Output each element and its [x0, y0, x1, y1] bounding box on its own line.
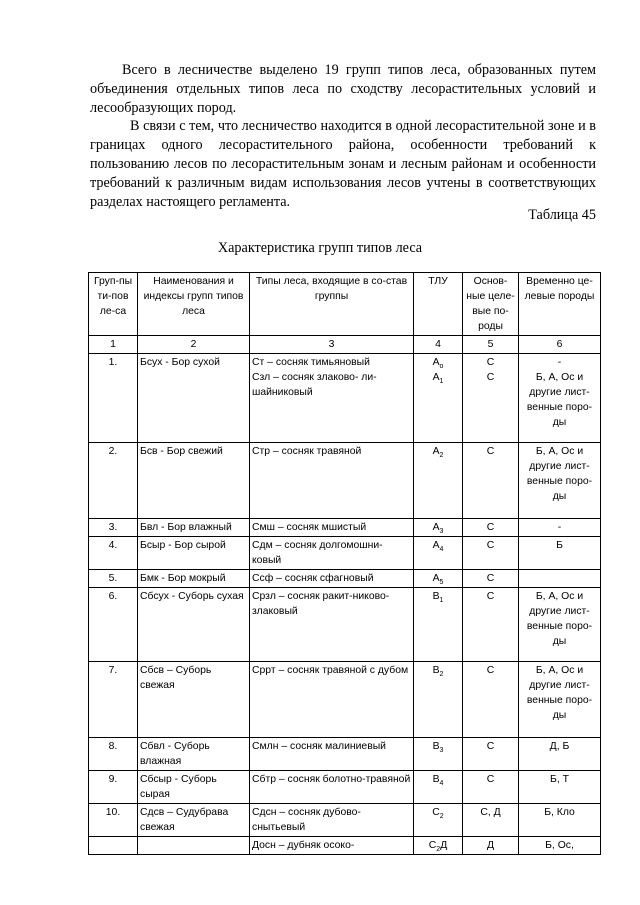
- group-number: 5.: [89, 570, 138, 588]
- forest-types: Ссф – сосняк сфагновый: [250, 570, 414, 588]
- column-number-row: [89, 336, 601, 354]
- col-number: 6: [519, 336, 601, 354]
- tlu-cell: $В_4$: [414, 771, 463, 804]
- table-row: [89, 570, 601, 588]
- col-number: 3: [250, 336, 414, 354]
- main-species: С: [463, 771, 519, 804]
- table-title: Характеристика групп типов леса: [217, 240, 423, 256]
- tlu-cell: $А_2$: [414, 443, 463, 519]
- group-number: 3.: [89, 519, 138, 537]
- header-cell: Типы леса, входящие в со-став группы: [250, 273, 414, 336]
- main-species: С С: [463, 354, 519, 443]
- tlu-code: А: [432, 372, 440, 383]
- table-row: [89, 804, 601, 837]
- group-name: [138, 837, 250, 855]
- table-row: [89, 771, 601, 804]
- tlu-cell: $С_2Д$: [414, 837, 463, 855]
- group-number: 2.: [89, 443, 138, 519]
- group-number: 9.: [89, 771, 138, 804]
- main-species: С: [463, 443, 519, 519]
- group-number: [89, 837, 138, 855]
- tlu-sub: 1: [439, 378, 444, 386]
- group-name: Сбвл - Суборь влажная: [138, 738, 250, 771]
- group-number: 8.: [89, 738, 138, 771]
- forest-types: Смлн – сосняк малиниевый: [250, 738, 414, 771]
- forest-types: Сдсн – сосняк дубово-снытьевый: [250, 804, 414, 837]
- group-number: 6.: [89, 588, 138, 662]
- forest-types: Смш – сосняк мшистый: [250, 519, 414, 537]
- header-cell: Основ-ные целе-вые по-роды: [463, 273, 519, 336]
- main-species: С: [463, 519, 519, 537]
- group-name: Бсв - Бор свежий: [138, 443, 250, 519]
- group-number: 4.: [89, 537, 138, 570]
- temp-species: Б, А, Ос и другие лист-венные поро-ды: [519, 443, 601, 519]
- tlu-cell: [414, 354, 463, 443]
- header-cell: ТЛУ: [414, 273, 463, 336]
- main-species: С: [463, 662, 519, 738]
- temp-species: Б, Ос,: [519, 837, 601, 855]
- table-row: [89, 662, 601, 738]
- group-name: Бвл - Бор влажный: [138, 519, 250, 537]
- tlu-cell: $В_1$: [414, 588, 463, 662]
- forest-types: Стр – сосняк травяной: [250, 443, 414, 519]
- tlu-cell: $А_3$: [414, 519, 463, 537]
- main-species: С: [463, 588, 519, 662]
- table-row: [89, 443, 601, 519]
- forest-type: Ст – сосняк тимьяновый: [252, 357, 370, 368]
- temp-species: Б, А, Ос и другие лист-венные поро-ды: [519, 662, 601, 738]
- col-number: 1: [89, 336, 138, 354]
- tlu-cell: $А_5$: [414, 570, 463, 588]
- temp-species: - Б, А, Ос и другие лист-венные поро-ды: [519, 354, 601, 443]
- table-row: [89, 837, 601, 855]
- col-number: 5: [463, 336, 519, 354]
- tlu-cell: $В_3$: [414, 738, 463, 771]
- temp-species: -: [519, 519, 601, 537]
- group-number: 7.: [89, 662, 138, 738]
- main-species: С: [463, 570, 519, 588]
- col-number: 2: [138, 336, 250, 354]
- forest-types: Срзл – сосняк ракит-никово-злаковый: [250, 588, 414, 662]
- forest-types: Сбтр – сосняк болотно-травяной: [250, 771, 414, 804]
- table-number: Таблица 45: [528, 207, 596, 223]
- temp-species: Б, Кло: [519, 804, 601, 837]
- main-species: С, Д: [463, 804, 519, 837]
- group-name: Бсыр - Бор сырой: [138, 537, 250, 570]
- group-number: 10.: [89, 804, 138, 837]
- table-row: [89, 354, 601, 443]
- header-cell: Наименования и индексы групп типов леса: [138, 273, 250, 336]
- temp-species: Б, А, Ос и другие лист-венные поро-ды: [519, 588, 601, 662]
- header-cell: Временно це-левые породы: [519, 273, 601, 336]
- temp-species: [519, 570, 601, 588]
- main-species: С: [463, 537, 519, 570]
- forest-types: Сдм – сосняк долгомошни-ковый: [250, 537, 414, 570]
- main-species: Д: [463, 837, 519, 855]
- tlu-cell: $А_4$: [414, 537, 463, 570]
- header-cell: Груп-пы ти-пов ле-са: [89, 273, 138, 336]
- group-name: Бсух - Бор сухой: [138, 354, 250, 443]
- col-number: 4: [414, 336, 463, 354]
- forest-types-table: [88, 272, 601, 855]
- group-number: 1.: [89, 354, 138, 443]
- group-name: Сбсв – Суборь свежая: [138, 662, 250, 738]
- forest-type: Сзл – сосняк злаково- ли-шайниковый: [252, 372, 377, 398]
- intro-paragraph: Всего в лесничестве выделено 19 групп типов леса, образованных путем объединения отдельных типов леса по сходству лесорастительных условий и лесообразующих пород.: [90, 62, 596, 116]
- temp-species: Б, Т: [519, 771, 601, 804]
- main-species: С: [463, 738, 519, 771]
- temp-species: Б: [519, 537, 601, 570]
- table-row: [89, 738, 601, 771]
- group-name: Сбсух - Суборь сухая: [138, 588, 250, 662]
- forest-types: Досн – дубняк осоко-: [250, 837, 414, 855]
- table-row: [89, 519, 601, 537]
- tlu-cell: $В_2$: [414, 662, 463, 738]
- group-name: Бмк - Бор мокрый: [138, 570, 250, 588]
- tlu-code: А: [432, 357, 440, 368]
- zone-paragraph: В связи с тем, что лесничество находится в одной лесорастительной зоне и в границах одного лесорастительного района, особенности требований к пользованию лесов по лесорастительным зонам и лесным районам и особенности требований к различным видам использования лесов учтены в соответствующих разделах настоящего регламента.: [90, 118, 596, 210]
- tlu-cell: $С_2$: [414, 804, 463, 837]
- tlu-sub: о: [439, 363, 444, 371]
- forest-types: Сррт – сосняк травяной с дубом: [250, 662, 414, 738]
- group-name: Сбсыр - Суборь сырая: [138, 771, 250, 804]
- forest-types: [250, 354, 414, 443]
- header-row: [89, 273, 601, 336]
- table-row: [89, 537, 601, 570]
- group-name: Сдсв – Судубрава свежая: [138, 804, 250, 837]
- table-row: [89, 588, 601, 662]
- temp-species: Д, Б: [519, 738, 601, 771]
